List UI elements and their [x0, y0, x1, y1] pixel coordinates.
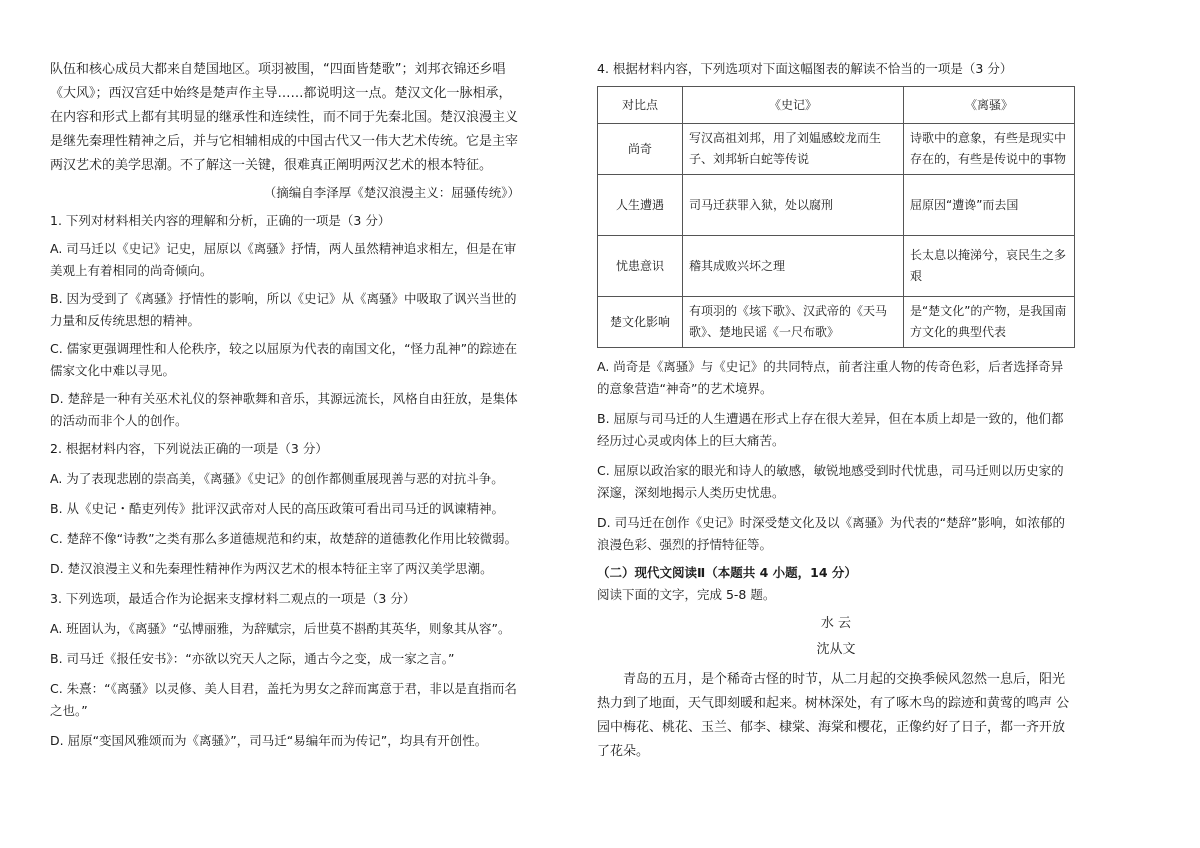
table-cell: 楚文化影响 [598, 297, 683, 348]
q4-option-a: A. 尚奇是《离骚》与《史记》的共同特点，前者注重人物的传奇色彩，后者选择奇异的意象营造“神奇”的艺术境界。 [597, 359, 1064, 396]
q3-option-b: B. 司马迁《报任安书》：“亦欲以究天人之际，通古今之变，成一家之言。” [50, 651, 455, 666]
q2-stem: 2. 根据材料内容，下列说法正确的一项是（3 分） [50, 441, 328, 456]
comparison-table [597, 86, 1075, 348]
table-header-row [598, 87, 1075, 124]
table-cell: 人生遭遇 [598, 175, 683, 236]
q4-option-c: C. 屈原以政治家的眼光和诗人的敏感，敏锐地感受到时代忧患，司马迁则以历史家的深邃，深刻地揭示人类历史忧患。 [597, 463, 1064, 500]
q4-option-b: B. 屈原与司马迁的人生遭遇在形式上存在很大差异，但在本质上却是一致的，他们都经历过心灵或肉体上的巨大痛苦。 [597, 411, 1064, 448]
left-column [50, 58, 520, 752]
essay-author: 沈从文 [816, 642, 856, 657]
table-cell: 有项羽的《垓下歌》、汉武帝的《天马歌》、楚地民谣《一尺布歌》 [683, 297, 904, 348]
table-header: 对比点 [598, 87, 683, 124]
table-row [598, 236, 1075, 297]
q2-option-d: D. 楚汉浪漫主义和先秦理性精神作为两汉艺术的根本特征主宰了两汉美学思潮。 [50, 561, 493, 576]
q1-option-a: A. 司马迁以《史记》记史，屈原以《离骚》抒情，两人虽然精神追求相左，但是在审美观上有着相同的尚奇倾向。 [50, 241, 517, 278]
q2-option-c: C. 楚辞不像“诗教”之类有那么多道德规范和约束，故楚辞的道德教化作用比较微弱。 [50, 531, 518, 546]
table-header: 《离骚》 [904, 87, 1075, 124]
q4-option-d: D. 司马迁在创作《史记》时深受楚文化及以《离骚》为代表的“楚辞”影响，如浓郁的浪漫色彩、强烈的抒情特征等。 [597, 515, 1066, 552]
right-column [597, 58, 1075, 764]
table-cell: 稽其成败兴坏之理 [683, 236, 904, 297]
table-row [598, 124, 1075, 175]
table-header: 《史记》 [683, 87, 904, 124]
table-cell: 忧患意识 [598, 236, 683, 297]
q4-stem: 4. 根据材料内容，下列选项对下面这幅图表的解读不恰当的一项是（3 分） [597, 61, 1013, 76]
q1-stem: 1. 下列对材料相关内容的理解和分析，正确的一项是（3 分） [50, 213, 391, 228]
table-cell: 诗歌中的意象，有些是现实中存在的，有些是传说中的事物 [904, 124, 1075, 175]
table-cell: 是“楚文化”的产物，是我国南方文化的典型代表 [904, 297, 1075, 348]
q3-option-a: A. 班固认为，《离骚》“弘博丽雅，为辞赋宗，后世莫不斟酌其英华，则象其从容”。 [50, 621, 511, 636]
table-row [598, 175, 1075, 236]
essay-paragraph: 青岛的五月，是个稀奇古怪的时节，从二月起的交换季候风忽然一息后，阳光热力到了地面，天气即刻暖和起来。树林深处，有了啄木鸟的踪迹和黄莺的鸣声 公园中梅花、桃花、玉兰、郁李、棣棠、海棠和樱花，正像约好了日子，都一齐开放了花朵。 [597, 672, 1070, 759]
table-cell: 写汉高祖刘邦，用了刘媪感蛟龙而生子、刘邦斩白蛇等传说 [683, 124, 904, 175]
q3-option-c: C. 朱熹：“《离骚》以灵修、美人目君，盖托为男女之辞而寓意于君，非以是直指而名之也。” [50, 681, 517, 718]
q1-option-c: C. 儒家更强调理性和人伦秩序，较之以屈原为代表的南国文化，“怪力乱神”的踪迹在儒家文化中难以寻见。 [50, 341, 518, 378]
table-cell: 屈原因“遭谗”而去国 [904, 175, 1075, 236]
q3-option-d: D. 屈原“变国风雅颂而为《离骚》”，司马迁“易编年而为传记”，均具有开创性。 [50, 733, 488, 748]
source-citation: （摘编自李泽厚《楚汉浪漫主义：屈骚传统》） [263, 185, 520, 200]
reading-instruction: 阅读下面的文字，完成 5-8 题。 [597, 587, 776, 602]
q2-option-b: B. 从《史记・酷吏列传》批评汉武帝对人民的高压政策可看出司马迁的讽谏精神。 [50, 501, 505, 516]
section-heading: （二）现代文阅读Ⅱ（本题共 4 小题，14 分） [597, 565, 857, 580]
q1-option-d: D. 楚辞是一种有关巫术礼仪的祭神歌舞和音乐，其源远流长，风格自由狂放，是集体的活动而非个人的创作。 [50, 391, 518, 428]
table-cell: 长太息以掩涕兮，哀民生之多艰 [904, 236, 1075, 297]
essay-title: 水 云 [820, 616, 852, 631]
q3-stem: 3. 下列选项，最适合作为论据来支撑材料二观点的一项是（3 分） [50, 591, 416, 606]
table-cell: 尚奇 [598, 124, 683, 175]
q2-option-a: A. 为了表现悲剧的崇高美，《离骚》《史记》的创作都侧重展现善与恶的对抗斗争。 [50, 471, 504, 486]
table-cell: 司马迁获罪入狱，处以腐刑 [683, 175, 904, 236]
intro-paragraph: 队伍和核心成员大都来自楚国地区。项羽被围，“四面皆楚歌”；刘邦衣锦还乡唱《大风》；西汉宫廷中始终是楚声作主导……都说明这一点。楚汉文化一脉相承，在内容和形式上都有其明显的继承性和连续性，而不同于先秦北国。楚汉浪漫主义是继先秦理性精神之后，并与它相辅相成的中国古代又一伟大艺术传统。它是主宰两汉艺术的美学思潮。不了解这一关键，很难真正阐明两汉艺术的根本特征。 [50, 62, 519, 173]
table-row [598, 297, 1075, 348]
q1-option-b: B. 因为受到了《离骚》抒情性的影响，所以《史记》从《离骚》中吸取了讽兴当世的力量和反传统思想的精神。 [50, 291, 517, 328]
